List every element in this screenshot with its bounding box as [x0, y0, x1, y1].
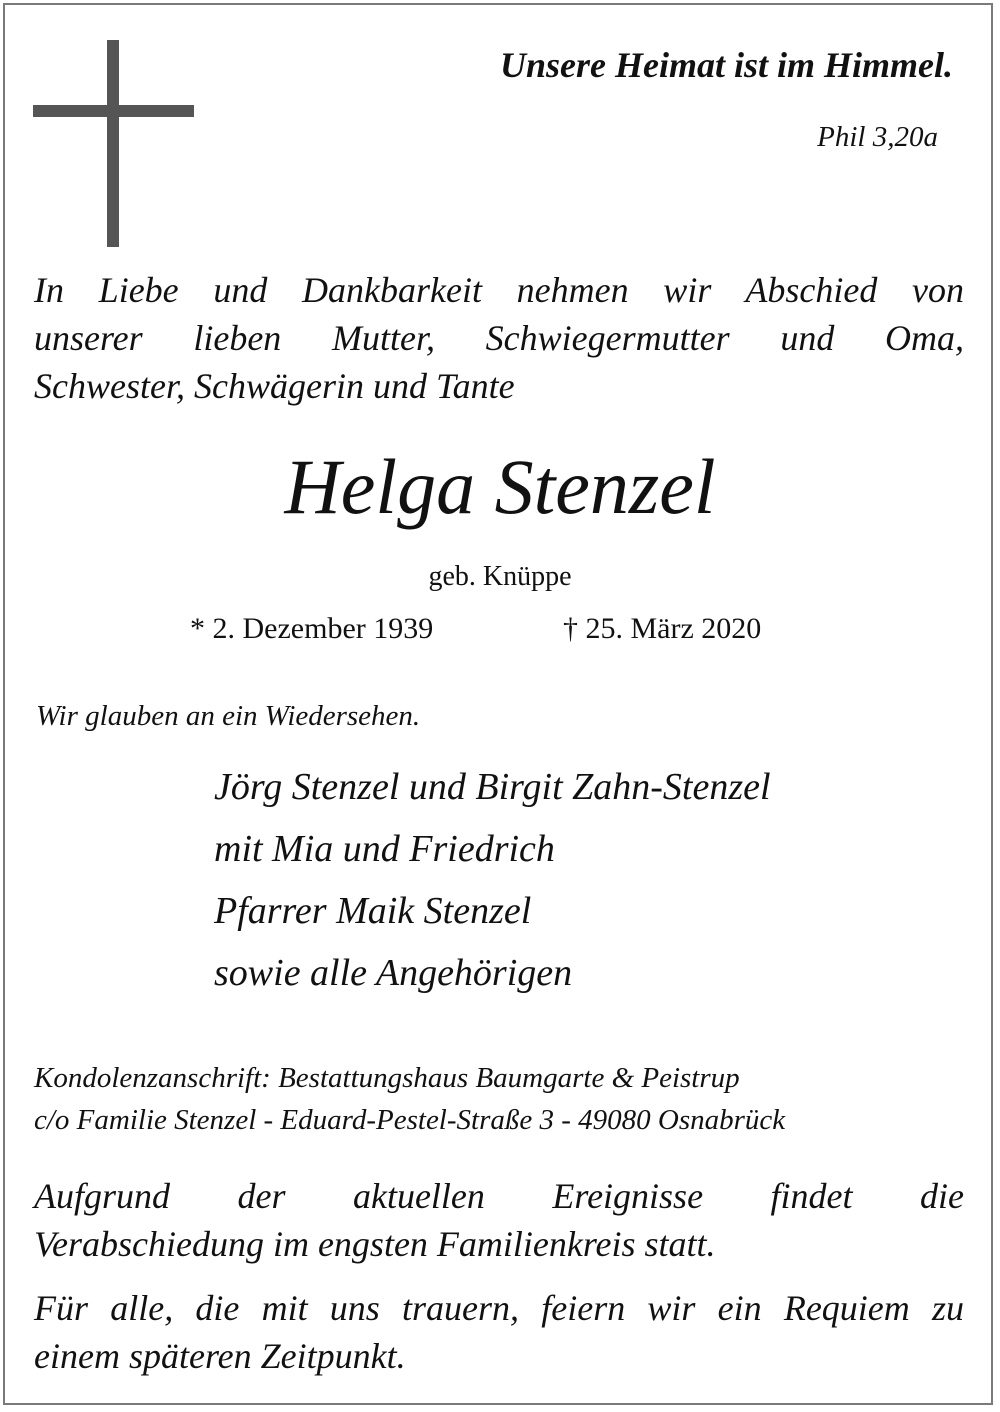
family-line: Jörg Stenzel und Birgit Zahn-Stenzel: [214, 766, 771, 808]
funeral-notice: [34, 1172, 964, 1268]
intro-text: [34, 266, 964, 410]
address-line: Kondolenzanschrift: Bestattungshaus Baumgarte & Peistrup: [34, 1062, 740, 1094]
family-line: Pfarrer Maik Stenzel: [214, 890, 532, 932]
birth-date: * 2. Dezember 1939: [190, 612, 434, 645]
cross-vertical-bar: [107, 40, 119, 247]
address-line: c/o Familie Stenzel - Eduard-Pestel-Straße 3 - 49080 Osnabrück: [34, 1104, 786, 1136]
death-date: † 25. März 2020: [563, 612, 762, 645]
intro-line: Schwester, Schwägerin und Tante: [34, 366, 515, 406]
verse-reference: Phil 3,20a: [817, 121, 938, 153]
notice-line: Aufgrund der aktuellen Ereignisse findet die: [34, 1176, 964, 1216]
belief-line: Wir glauben an ein Wiedersehen.: [36, 700, 421, 732]
maiden-name: geb. Knüppe: [428, 561, 572, 592]
family-line: mit Mia und Friedrich: [214, 828, 555, 870]
family-list: [214, 756, 771, 1004]
requiem-line: einem späteren Zeitpunkt.: [34, 1336, 406, 1376]
requiem-line: Für alle, die mit uns trauern, feiern wir ein Requiem zu: [34, 1288, 964, 1328]
notice-line: Verabschiedung im engsten Familienkreis statt.: [34, 1224, 716, 1264]
condolence-address: [34, 1057, 785, 1141]
deceased-name: Helga Stenzel: [284, 443, 716, 530]
intro-line: unserer lieben Mutter, Schwiegermutter und Oma,: [34, 318, 964, 358]
motto: Unsere Heimat ist im Himmel.: [500, 45, 953, 85]
intro-line: In Liebe und Dankbarkeit nehmen wir Abschied von: [34, 270, 964, 310]
family-line: sowie alle Angehörigen: [214, 952, 573, 994]
cross-horizontal-bar: [33, 105, 194, 117]
requiem-notice: [34, 1284, 964, 1380]
